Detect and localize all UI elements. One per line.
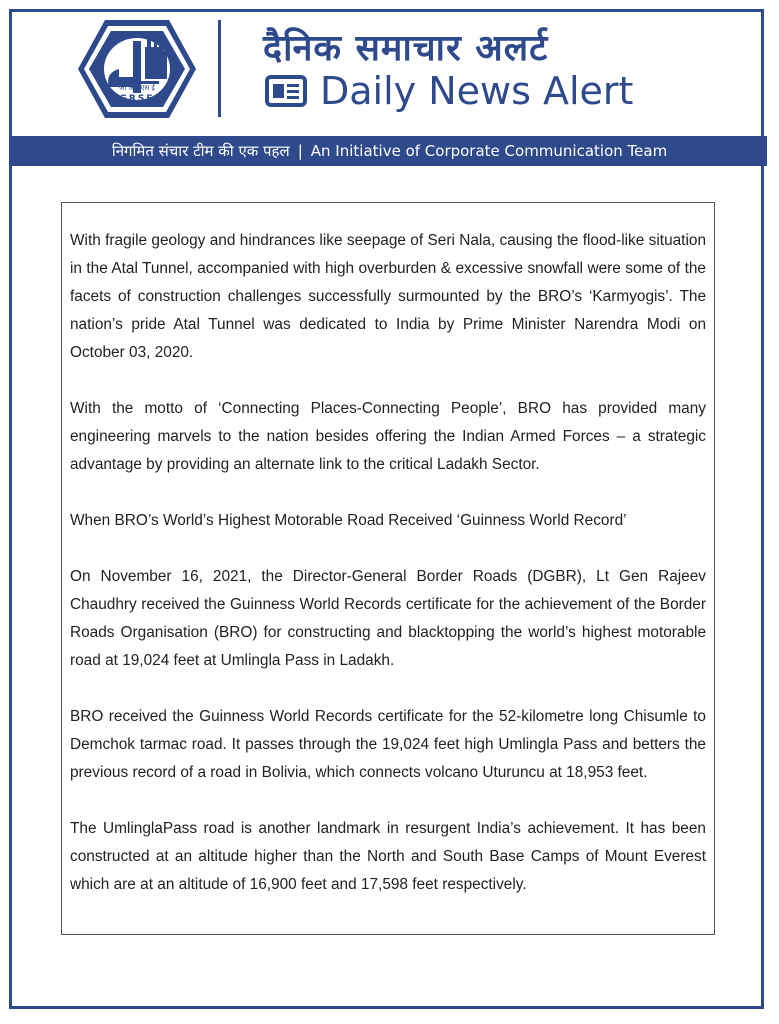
logo-text: GRSE xyxy=(119,94,155,104)
article-paragraph: On November 16, 2021, the Director-General Border Roads (DGBR), Lt Gen Rajeev Chaudhry received the Guinness World Records certificate for the achievement of the Border Roads Organisation (BRO) for constructing and blacktopping the world’s highest motorable road at 19,024 feet at Umlingla Pass in Ladakh. xyxy=(70,568,706,669)
banner xyxy=(12,136,767,166)
article-paragraph: With the motto of ‘Connecting Places-Connecting People’, BRO has provided many engineering marvels to the nation besides offering the Indian Armed Forces – a strategic advantage by providing an alternate link to the critical Ladakh Sector. xyxy=(70,400,706,473)
logo-hindi-text: जी आर एस ई xyxy=(119,84,155,92)
title-hindi: दैनिक समाचार अलर्ट xyxy=(263,28,549,69)
banner-separator: | xyxy=(297,142,303,160)
title-english-row xyxy=(264,66,633,116)
article-paragraph: The UmlinglaPass road is another landmark in resurgent India’s achievement. It has been constructed at an altitude higher than the North and South Base Camps of Mount Everest which are at an altitude of 16,900 feet and 17,598 feet respectively. xyxy=(70,820,706,893)
header xyxy=(0,0,779,135)
article-box xyxy=(61,202,715,935)
article-paragraph: With fragile geology and hindrances like seepage of Seri Nala, causing the flood-like situation in the Atal Tunnel, accompanied with high overburden & excessive snowfall were some of the facets of construction challenges successfully surmounted by the BRO’s ‘Karmyogis’. The nation’s pride Atal Tunnel was dedicated to India by Prime Minister Narendra Modi on October 03, 2020. xyxy=(70,232,706,361)
banner-hindi: निगमित संचार टीम की एक पहल xyxy=(111,142,290,160)
header-divider xyxy=(218,20,221,117)
newspaper-icon xyxy=(264,73,308,109)
article-paragraph: BRO received the Guinness World Records certificate for the 52-kilometre long Chisumle to Demchok tarmac road. It passes through the 19,024 feet high Umlingla Pass and betters the previous record of a road in Bolivia, which connects volcano Uturuncu at 18,953 feet. xyxy=(70,708,706,781)
banner-english: An Initiative of Corporate Communication Team xyxy=(310,142,668,160)
grse-logo xyxy=(75,17,199,121)
article-subheading: When BRO’s World’s Highest Motorable Road Received ‘Guinness World Record’ xyxy=(70,512,627,529)
title-english: Daily News Alert xyxy=(320,69,634,113)
